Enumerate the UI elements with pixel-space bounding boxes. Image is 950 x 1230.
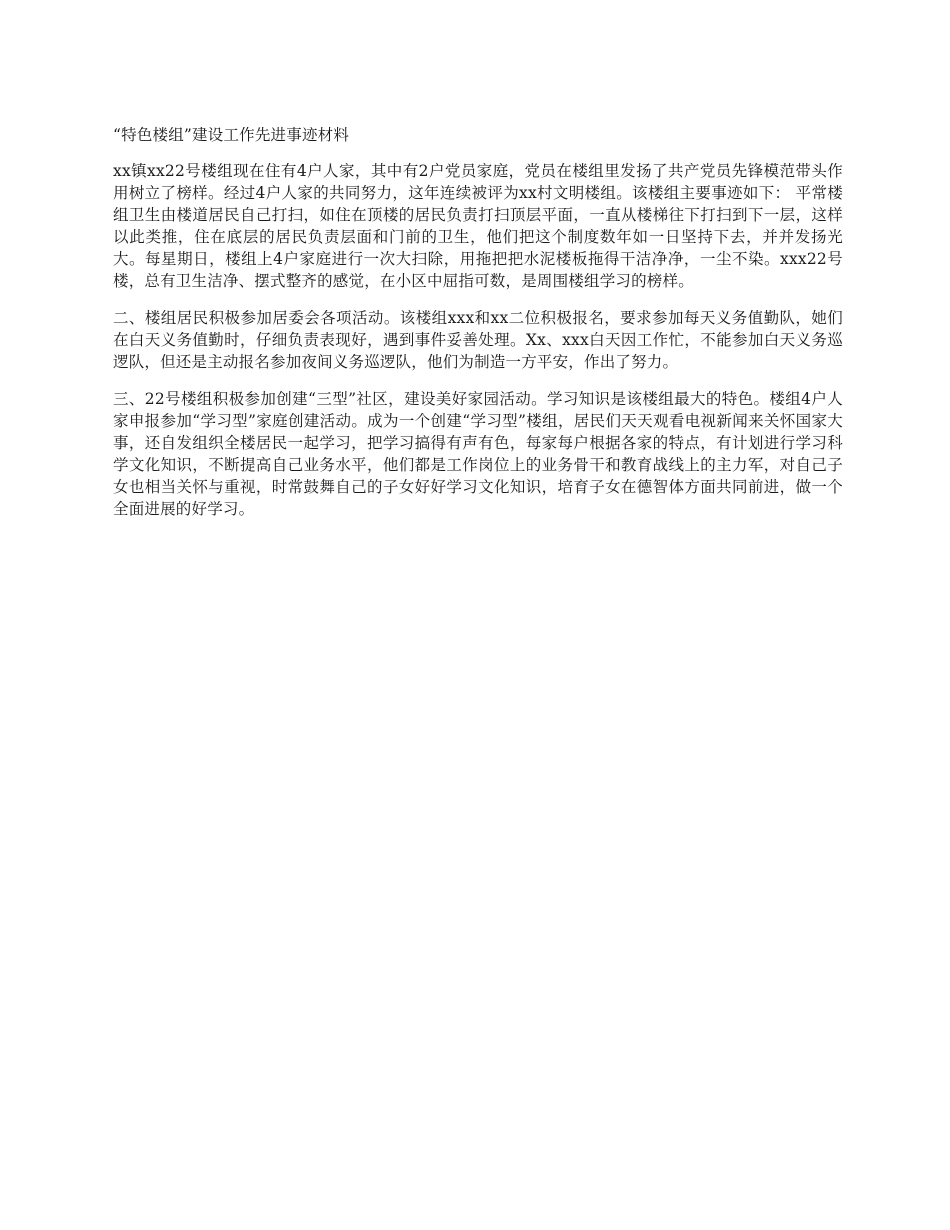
document-page: [113, 124, 843, 535]
paragraph-activities: 二、楼组居民积极参加居委会各项活动。该楼组xxx和xx二位积极报名，要求参加每天义务值勤队，她们在白天义务值勤时，仔细负责表现好，遇到事件妥善处理。Xx、xxx白天因工作忙，不能参加白天义务巡逻队，但还是主动报名参加夜间义务巡逻队，他们为制造一方平安，作出了努力。: [113, 309, 843, 371]
paragraph-learning: 三、22号楼组积极参加创建“三型”社区，建设美好家园活动。学习知识是该楼组最大的特色。楼组4户人家申报参加“学习型”家庭创建活动。成为一个创建“学习型”楼组，居民们天天观看电视新闻来关怀国家大事，还自发组织全楼居民一起学习，把学习搞得有声有色，每家每户根据各家的特点，有计划进行学习科学文化知识，不断提高自己业务水平，他们都是工作岗位上的业务骨干和教育战线上的主力军，对自己子女也相当关怀与重视，时常鼓舞自己的子女好好学习文化知识，培育子女在德智体方面共同前进，做一个全面进展的好学习。: [113, 390, 843, 518]
paragraph-intro: xx镇xx22号楼组现在住有4户人家，其中有2户党员家庭，党员在楼组里发扬了共产党员先锋模范带头作用树立了榜样。经过4户人家的共同努力，这年连续被评为xx村文明楼组。该楼组主要事迹如下： 平常楼组卫生由楼道居民自己打扫，如住在顶楼的居民负责打扫顶层平面，一直从楼梯往下打扫到下一层，这样以此类推，住在底层的居民负责层面和门前的卫生，他们把这个制度数年如一日坚持下去，并并发扬光大。每星期日，楼组上4户家庭进行一次大扫除，用拖把把水泥楼板拖得干洁净净，一尘不染。xxx22号楼，总有卫生洁净、摆式整齐的感觉，在小区中屈指可数，是周围楼组学习的榜样。: [113, 162, 843, 290]
document-title: “特色楼组”建设工作先进事迹材料: [113, 126, 350, 144]
